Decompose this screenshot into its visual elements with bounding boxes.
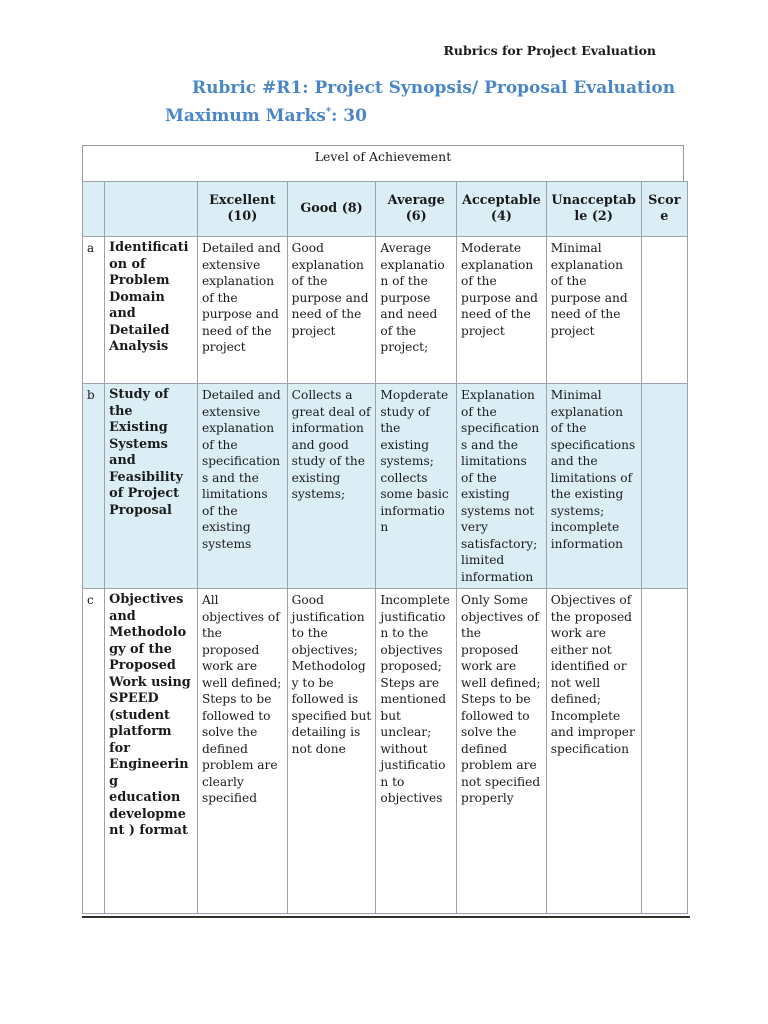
table-header-row [83, 182, 688, 237]
cell-average: Incomplete justification to the objectives proposed; Steps are mentioned but unclear; without justification to objectives [376, 589, 457, 914]
cell-acceptable: Explanation of the specifications and the limitations of the existing systems not very satisfactory; limited information [457, 384, 547, 589]
header-score: Score [641, 182, 687, 237]
header-blank-criterion [105, 182, 198, 237]
cell-unacceptable: Objectives of the proposed work are either not identified or not well defined; Incomplete and improper specification [546, 589, 641, 914]
table-row [83, 237, 688, 384]
row-letter: c [83, 589, 105, 914]
cell-good: Collects a great deal of information and good study of the existing systems; [287, 384, 376, 589]
header-excellent: Excellent (10) [197, 182, 287, 237]
row-letter: a [83, 237, 105, 384]
cell-good: Good explanation of the purpose and need of the project [287, 237, 376, 384]
cell-average: Mopderate study of the existing systems; collects some basic information [376, 384, 457, 589]
criterion-cell: Objectives and Methodology of the Proposed Work using SPEED (student platform for Engineering education development ) format [105, 589, 198, 914]
header-good: Good (8) [287, 182, 376, 237]
running-header: Rubrics for Project Evaluation [443, 43, 656, 58]
cell-score[interactable] [641, 237, 687, 384]
page-title: Rubric #R1: Project Synopsis/ Proposal Evaluation [192, 78, 676, 98]
cell-score[interactable] [641, 589, 687, 914]
cell-excellent: Detailed and extensive explanation of the purpose and need of the project [197, 237, 287, 384]
cell-excellent: Detailed and extensive explanation of the specifications and the limitations of the existing systems [197, 384, 287, 589]
max-marks [165, 106, 367, 126]
cell-unacceptable: Minimal explanation of the purpose and need of the project [546, 237, 641, 384]
rubric-table [82, 181, 688, 914]
table-row [83, 589, 688, 914]
criterion-cell: Identification of Problem Domain and Detailed Analysis [105, 237, 198, 384]
cell-good: Good justification to the objectives; Methodology to be followed is specified but detailing is not done [287, 589, 376, 914]
header-average: Average (6) [376, 182, 457, 237]
cell-acceptable: Only Some objectives of the proposed work are well defined; Steps to be followed to solve the defined problem are not specified properly [457, 589, 547, 914]
max-marks-asterisk: * [325, 106, 332, 118]
cell-unacceptable: Minimal explanation of the specifications and the limitations of the existing systems; incomplete information [546, 384, 641, 589]
header-blank-letter [83, 182, 105, 237]
header-unacceptable: Unacceptable (2) [546, 182, 641, 237]
table-row [83, 384, 688, 589]
criterion-cell: Study of the Existing Systems and Feasibility of Project Proposal [105, 384, 198, 589]
cell-acceptable: Moderate explanation of the purpose and need of the project [457, 237, 547, 384]
level-of-achievement-header: Level of Achievement [82, 145, 684, 181]
header-acceptable: Acceptable (4) [457, 182, 547, 237]
cell-average: Average explanation of the purpose and need of the project; [376, 237, 457, 384]
cell-excellent: All objectives of the proposed work are well defined; Steps to be followed to solve the defined problem are clearly specified [197, 589, 287, 914]
table-bottom-rule [82, 916, 690, 918]
rubric-table-wrap [82, 181, 688, 914]
max-marks-label: Maximum Marks [165, 106, 326, 126]
max-marks-value: : 30 [331, 106, 367, 126]
row-letter: b [83, 384, 105, 589]
cell-score[interactable] [641, 384, 687, 589]
